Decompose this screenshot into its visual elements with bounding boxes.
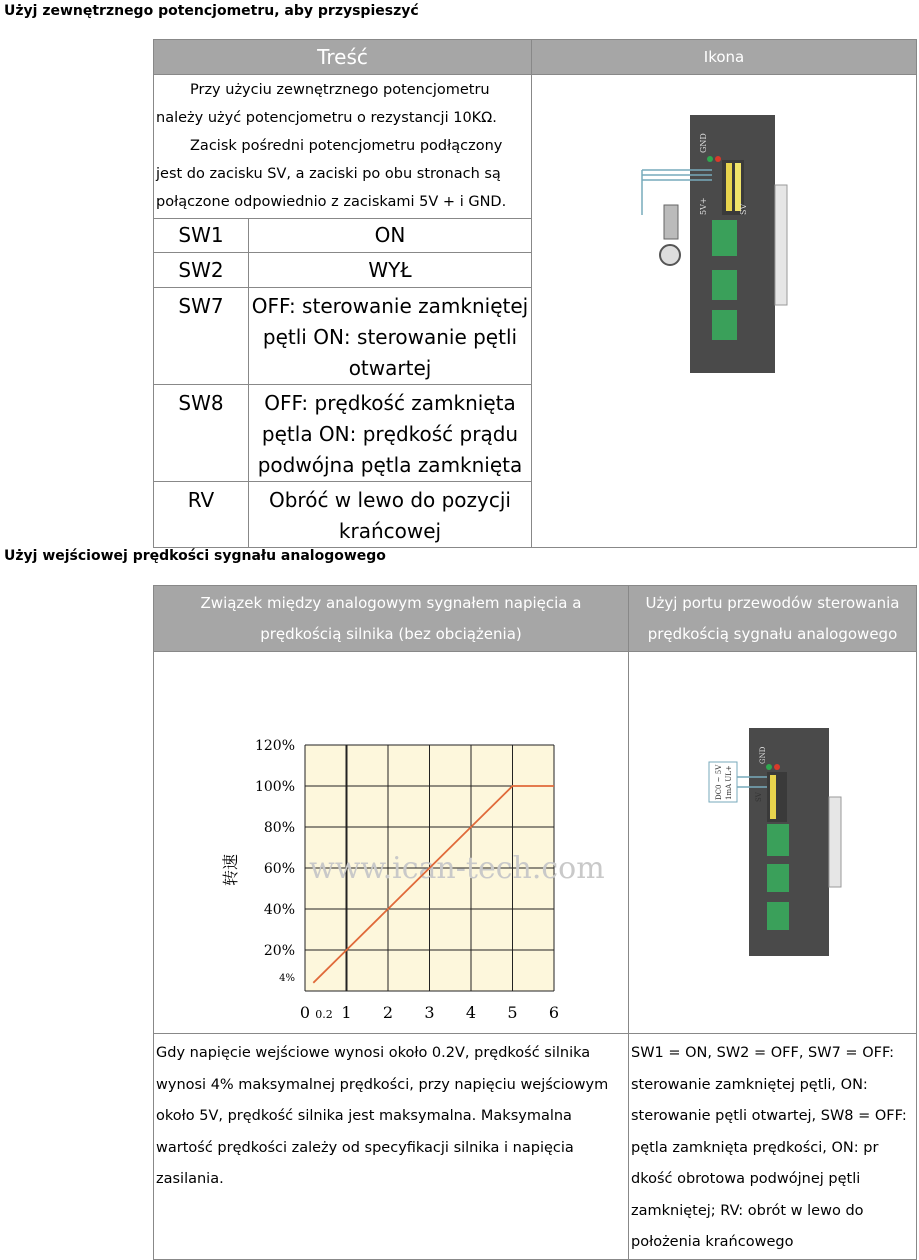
y-tick-40: 40% — [264, 902, 295, 918]
sv-label: SV — [739, 204, 748, 215]
sw2-value: WYŁ — [249, 253, 532, 288]
speed-voltage-chart — [154, 652, 629, 1034]
y-axis-label: 转速 — [221, 854, 240, 886]
intro-line-1: Przy użyciu zewnętrznego potencjometru — [156, 76, 529, 104]
5v-label: 5V+ — [699, 197, 708, 215]
switch-description: SW1 = ON, SW2 = OFF, SW7 = OFF: sterowanie zamkniętej pętli, ON: sterowanie pętli otwartej, SW8 = OFF: pętla zamknięta prędkości, ON: pr dkość obrotowa podwójnej pętli zamkniętej; RV: obrót w lewo do położenia krańcowego — [629, 1034, 917, 1260]
x-tick-3: 3 — [424, 1003, 434, 1022]
header-relation: Związek między analogowym sygnałem napięcia a prędkością silnika (bez obciążenia) — [154, 586, 629, 652]
x-tick-5: 5 — [507, 1003, 517, 1022]
header-port: Użyj portu przewodów sterowania prędkością sygnału analogowego — [629, 586, 917, 652]
y-tick-100: 100% — [255, 779, 295, 795]
y-tick-80: 80% — [264, 820, 295, 836]
potentiometer-table — [153, 39, 917, 548]
chart-description: Gdy napięcie wejściowe wynosi około 0.2V, prędkość silnika wynosi 4% maksymalnej prędkości, przy napięciu wejściowym około 5V, prędkość silnika jest maksymalna. Maksymalna wartość prędkości zależy od specyfikacji silnika i napięcia zasilania. — [154, 1034, 629, 1260]
intro-line-3: Zacisk pośredni potencjometru podłączony — [156, 132, 529, 160]
y-tick-120: 120% — [255, 738, 295, 754]
y-tick-60: 60% — [264, 861, 295, 877]
sw7-key: SW7 — [154, 288, 249, 385]
sv2-label: SV — [755, 791, 763, 802]
dc-label: DC0 ~ 5V — [715, 764, 723, 800]
x-tick-2: 2 — [383, 1003, 393, 1022]
gnd2-label: GND — [759, 746, 767, 764]
section2-heading: Użyj wejściowej prędkości sygnału analogowego — [4, 548, 386, 564]
x-tick-6: 6 — [549, 1003, 559, 1022]
driver-diagram-2 — [629, 652, 917, 1034]
dc2-label: 1mA UL+ — [725, 765, 733, 800]
sw1-value: ON — [249, 219, 532, 253]
intro-text — [154, 75, 532, 219]
rv-value: Obróć w lewo do pozycji krańcowej — [249, 482, 532, 548]
sw2-key: SW2 — [154, 253, 249, 288]
x-tick-0: 0 — [300, 1003, 310, 1022]
driver-diagram-1 — [532, 75, 917, 545]
sw8-key: SW8 — [154, 385, 249, 482]
x-tick-4: 4 — [466, 1003, 476, 1022]
header-content: Treść — [154, 40, 532, 75]
port-icon-cell — [629, 652, 917, 1034]
chart-watermark: www.ican-tech.com — [309, 851, 605, 886]
intro-line-2: należy użyć potencjometru o rezystancji 10KΩ. — [156, 104, 529, 132]
x-tick-1: 1 — [341, 1003, 351, 1022]
section1-heading: Użyj zewnętrznego potencjometru, aby przyspieszyć — [4, 3, 419, 19]
analog-table — [153, 585, 917, 1260]
sw7-value: OFF: sterowanie zamkniętej pętli ON: sterowanie pętli otwartej — [249, 288, 532, 385]
y-tick-20: 20% — [264, 943, 295, 959]
rv-key: RV — [154, 482, 249, 548]
sw8-value: OFF: prędkość zamknięta pętla ON: prędkość prądu podwójna pętla zamknięta — [249, 385, 532, 482]
header-icon: Ikona — [532, 40, 917, 75]
x-tick-0-2: 0.2 — [315, 1008, 333, 1021]
sw1-key: SW1 — [154, 219, 249, 253]
intro-line-4: jest do zacisku SV, a zaciski po obu stronach są — [156, 160, 529, 188]
y-tick-4: 4% — [279, 973, 295, 984]
driver-icon-cell — [532, 75, 917, 548]
intro-line-5: połączone odpowiednio z zaciskami 5V + i GND. — [156, 188, 529, 216]
gnd-label: GND — [699, 133, 708, 153]
chart-cell — [154, 652, 629, 1034]
